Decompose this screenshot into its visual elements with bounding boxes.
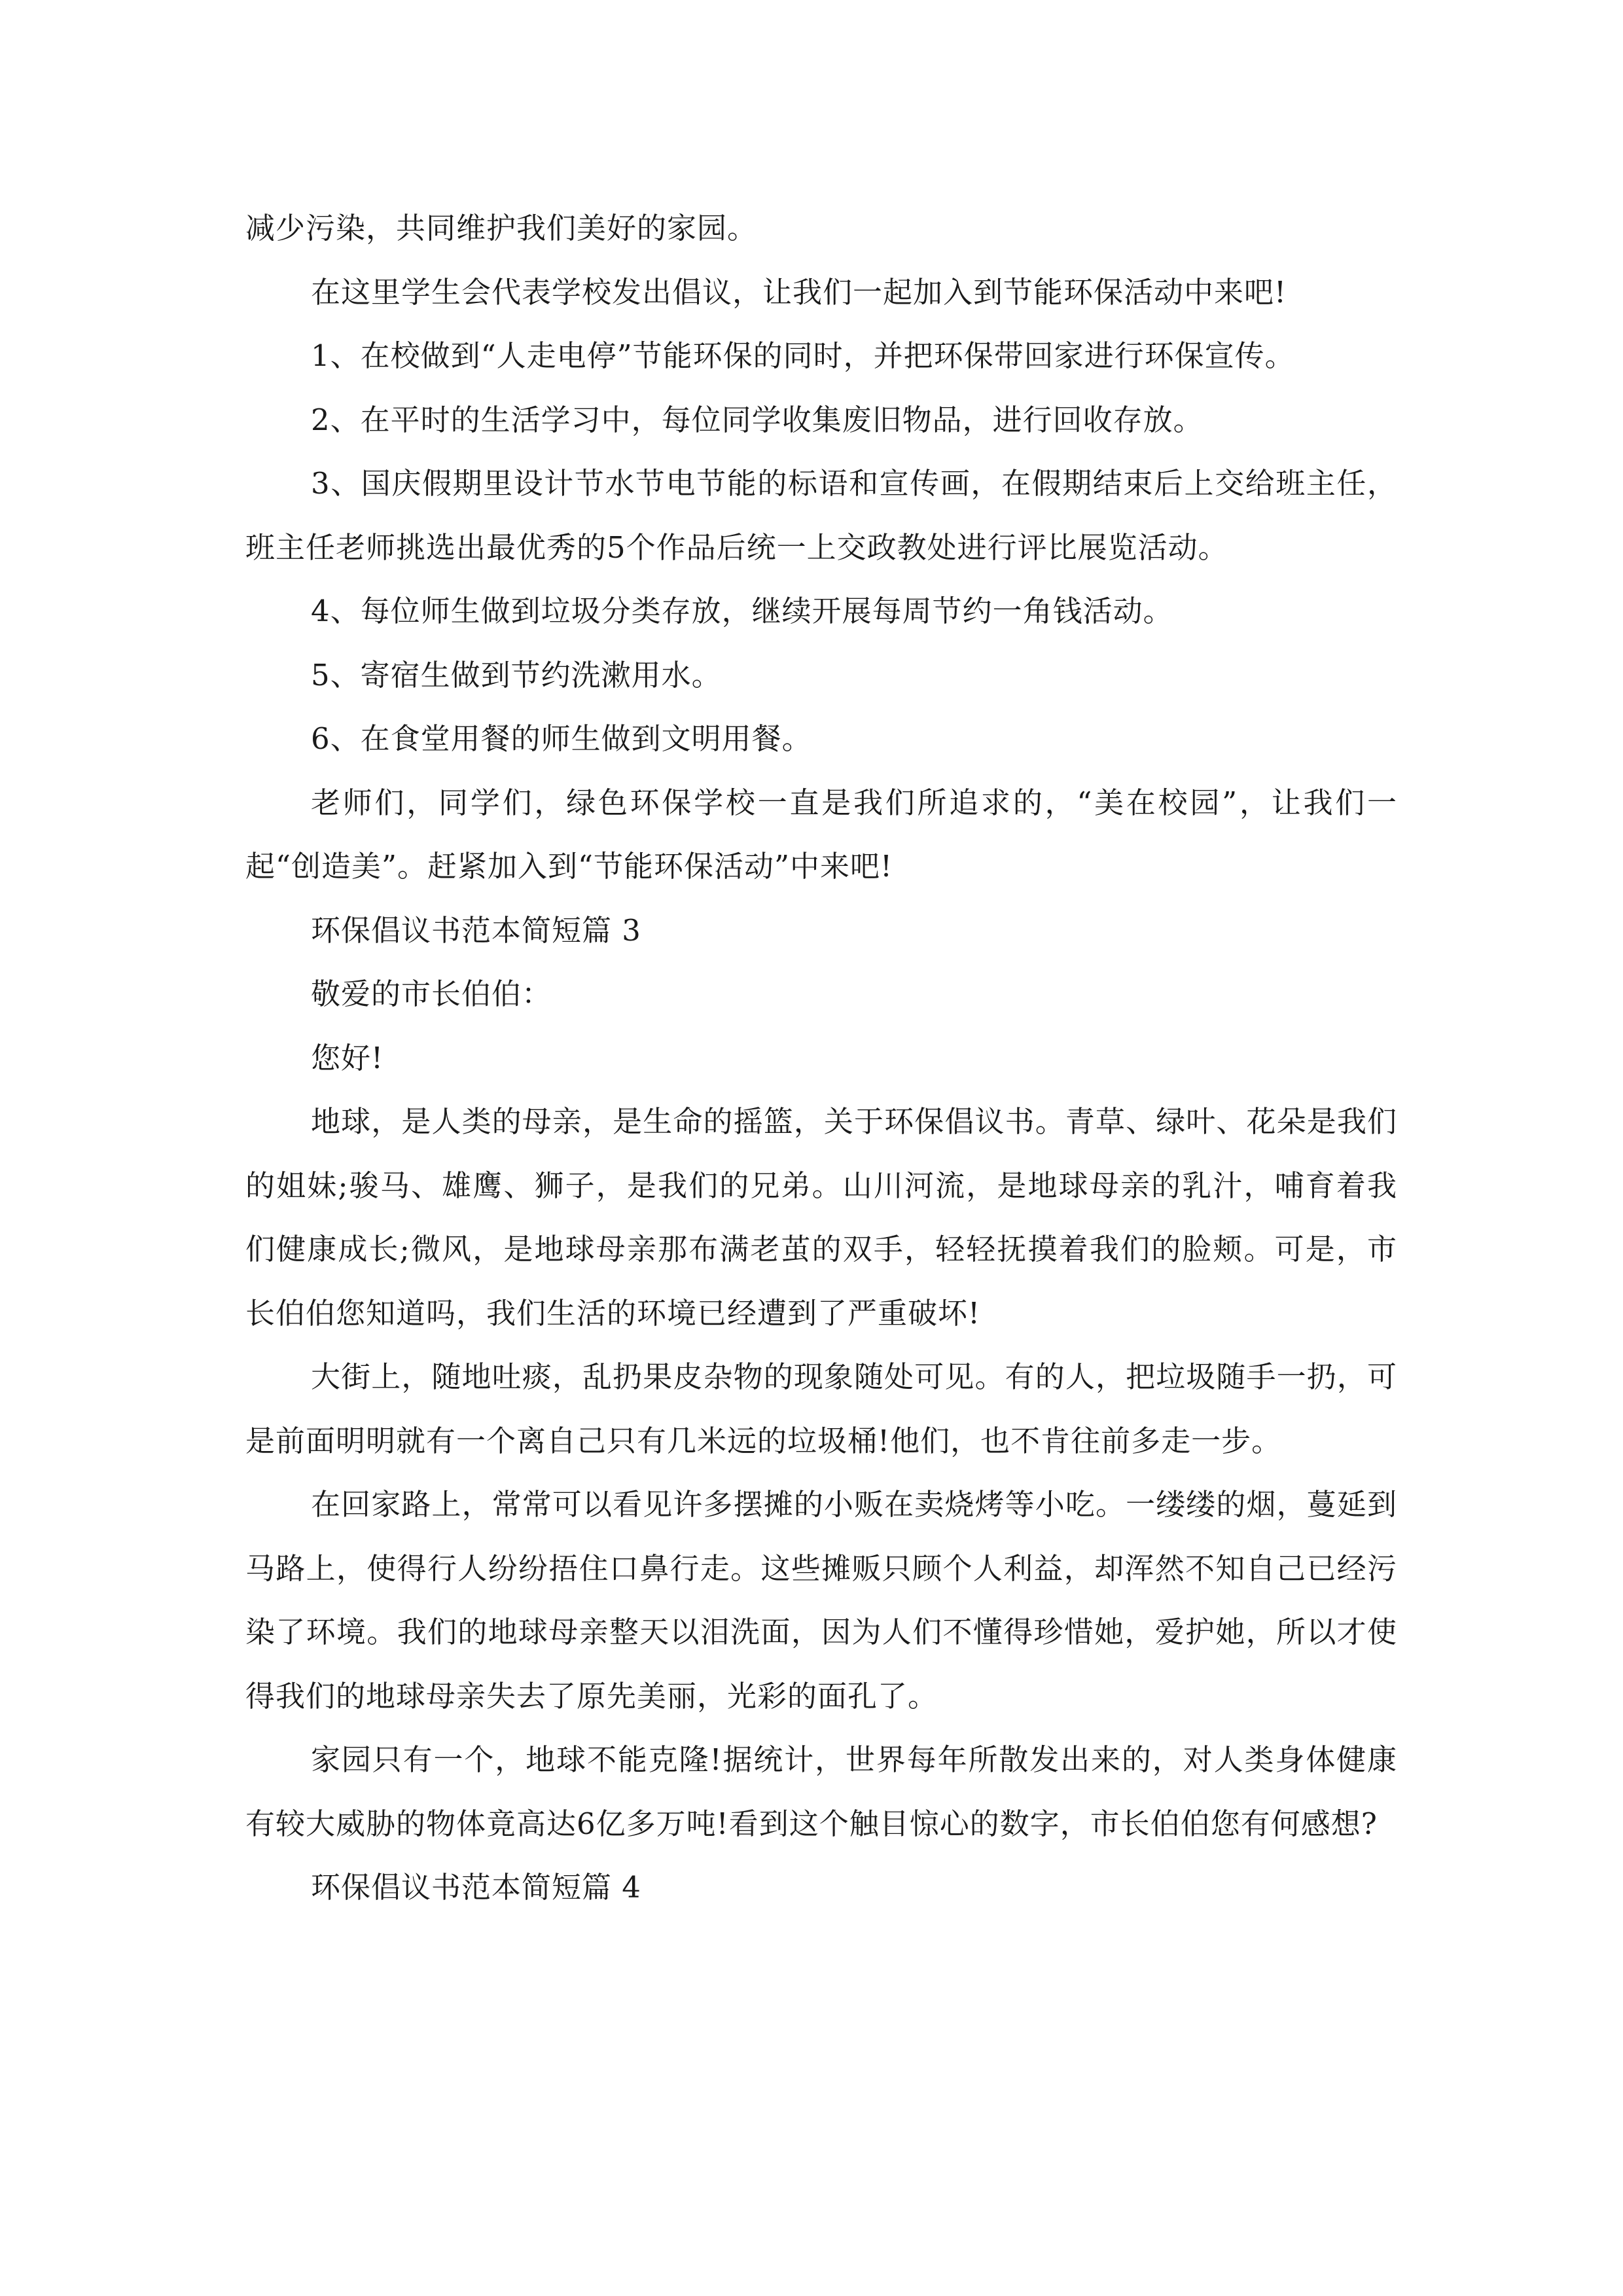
paragraph-statistics: 家园只有一个，地球不能克隆!据统计，世界每年所散发出来的，对人类身体健康有较大威胁的物体竟高达6亿多万吨!看到这个触目惊心的数字，市长伯伯您有何感想? xyxy=(245,1742,1397,1841)
paragraph-street-vendors: 在回家路上，常常可以看见许多摆摊的小贩在卖烧烤等小吃。一缕缕的烟，蔓延到马路上，使得行人纷纷捂住口鼻行走。这些摊贩只顾个人利益，却浑然不知自己已经污染了环境。我们的地球母亲整天以泪洗面，因为人们不懂得珍惜她，爱护她，所以才使得我们的地球母亲失去了原先美丽，光彩的面孔了。 xyxy=(245,1487,1397,1713)
list-item-6: 6、在食堂用餐的师生做到文明用餐。 xyxy=(311,721,812,756)
list-item-4: 4、每位师生做到垃圾分类存放，继续开展每周节约一角钱活动。 xyxy=(311,594,1173,628)
paragraph-earth-mother: 地球，是人类的母亲，是生命的摇篮，关于环保倡议书。青草、绿叶、花朵是我们的姐妹;骏马、雄鹰、狮子，是我们的兄弟。山川河流，是地球母亲的乳汁，哺育着我们健康成长;微风，是地球母亲那布满老茧的双手，轻轻抚摸着我们的脸颊。可是，市长伯伯您知道吗，我们生活的环境已经遭到了严重破坏! xyxy=(245,1104,1397,1331)
section-heading-4: 环保倡议书范本简短篇 4 xyxy=(311,1870,641,1905)
list-item-1: 1、在校做到“人走电停”节能环保的同时，并把环保带回家进行环保宣传。 xyxy=(311,338,1295,373)
document-body xyxy=(245,196,1397,1920)
paragraph-closing-call: 老师们，同学们，绿色环保学校一直是我们所追求的，“美在校园”，让我们一起“创造美”。赶紧加入到“节能环保活动”中来吧! xyxy=(245,785,1397,884)
paragraph-continuation: 减少污染，共同维护我们美好的家园。 xyxy=(245,211,758,245)
paragraph-proposal-intro: 在这里学生会代表学校发出倡议，让我们一起加入到节能环保活动中来吧! xyxy=(311,274,1287,310)
paragraph-street-litter: 大街上，随地吐痰，乱扔果皮杂物的现象随处可见。有的人，把垃圾随手一扔，可是前面明明就有一个离自己只有几米远的垃圾桶!他们，也不肯往前多走一步。 xyxy=(245,1359,1397,1458)
letter-greeting: 您好! xyxy=(311,1040,384,1075)
section-heading-3: 环保倡议书范本简短篇 3 xyxy=(311,912,641,948)
letter-salutation: 敬爱的市长伯伯： xyxy=(311,977,552,1011)
list-item-2: 2、在平时的生活学习中，每位同学收集废旧物品，进行回收存放。 xyxy=(311,402,1204,437)
list-item-3: 3、国庆假期里设计节水节电节能的标语和宣传画，在假期结束后上交给班主任，班主任老师挑选出最优秀的5个作品后统一上交政教处进行评比展览活动。 xyxy=(245,466,1397,565)
list-item-5: 5、寄宿生做到节约洗漱用水。 xyxy=(311,657,722,692)
